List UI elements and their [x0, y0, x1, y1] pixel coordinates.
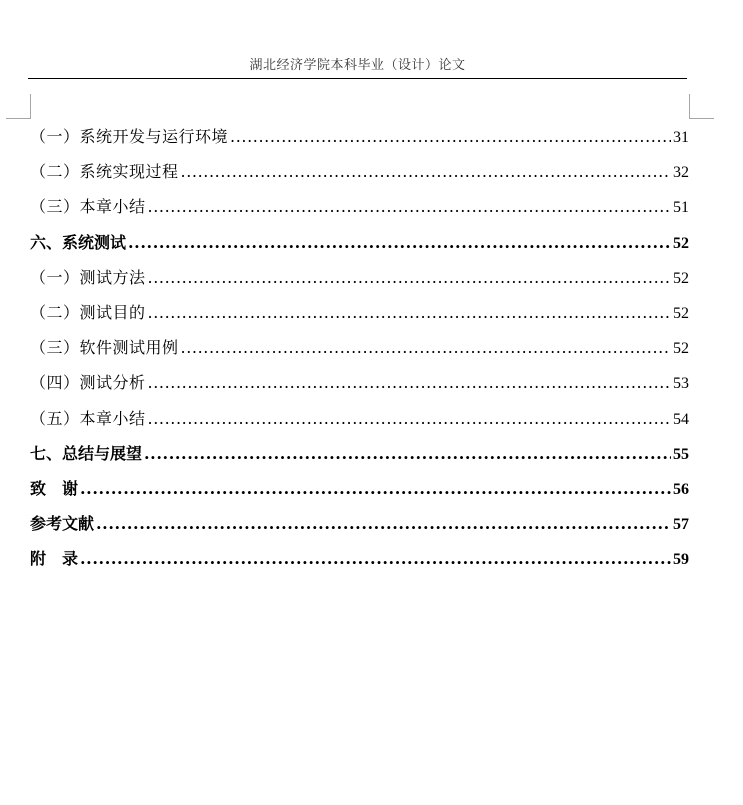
toc-chapter-entry[interactable] [30, 471, 689, 506]
toc-dot-leader [128, 225, 671, 260]
toc-entry-label: （三）软件测试用例 [30, 338, 179, 358]
toc-entry-label: 附 录 [30, 549, 79, 569]
toc-entry-page: 55 [673, 445, 689, 463]
toc-entry[interactable] [30, 330, 689, 365]
toc-entry-label: （一）测试方法 [30, 267, 146, 287]
toc-entry-page: 52 [673, 234, 689, 252]
toc-entry-page: 59 [673, 551, 689, 569]
toc-chapter-entry[interactable] [30, 541, 689, 576]
toc-entry-label: （一）系统开发与运行环境 [30, 127, 229, 146]
toc-entry[interactable] [30, 295, 689, 330]
header-rule [28, 78, 687, 79]
toc-dot-leader [148, 189, 671, 224]
table-of-contents [30, 119, 689, 576]
toc-dot-leader [144, 436, 671, 471]
toc-entry-label: 七、总结与展望 [30, 443, 143, 463]
crop-mark-right [689, 94, 714, 119]
toc-entry-page: 54 [673, 410, 689, 428]
toc-entry-label: （二）测试目的 [30, 302, 146, 322]
toc-entry-page: 57 [673, 516, 689, 534]
toc-entry-page: 51 [673, 199, 689, 217]
toc-dot-leader [181, 154, 671, 189]
toc-dot-leader [80, 471, 671, 506]
toc-entry-label: （三）本章小结 [30, 197, 146, 217]
toc-entry[interactable] [30, 260, 689, 295]
toc-entry-label: 六、系统测试 [30, 232, 127, 252]
toc-entry-label: （二）系统实现过程 [30, 162, 179, 182]
toc-dot-leader [96, 506, 671, 541]
toc-entry-page: 52 [673, 269, 689, 287]
toc-chapter-entry[interactable] [30, 225, 689, 260]
toc-dot-leader [148, 295, 671, 330]
toc-entry[interactable] [30, 401, 689, 436]
toc-entry-label: （五）本章小结 [30, 408, 146, 428]
toc-dot-leader [230, 119, 671, 154]
crop-mark-left [6, 94, 31, 119]
toc-entry[interactable] [30, 189, 689, 224]
toc-entry-page: 31 [673, 129, 689, 146]
toc-entry-label: 参考文献 [30, 514, 95, 534]
toc-dot-leader [148, 365, 671, 400]
toc-entry-page: 52 [673, 340, 689, 358]
toc-chapter-entry[interactable] [30, 506, 689, 541]
toc-dot-leader [148, 260, 671, 295]
toc-entry-page: 52 [673, 304, 689, 322]
toc-entry[interactable] [30, 119, 689, 154]
toc-entry-label: 致 谢 [30, 478, 79, 498]
toc-dot-leader [181, 330, 671, 365]
toc-entry-page: 32 [673, 164, 689, 182]
page-header-title: 湖北经济学院本科毕业（设计）论文 [249, 58, 466, 73]
toc-entry-page: 56 [673, 480, 689, 498]
toc-dot-leader [148, 401, 671, 436]
toc-entry[interactable] [30, 154, 689, 189]
toc-entry-page: 53 [673, 375, 689, 393]
toc-dot-leader [80, 541, 671, 576]
toc-entry-label: （四）测试分析 [30, 373, 146, 393]
toc-chapter-entry[interactable] [30, 436, 689, 471]
toc-entry[interactable] [30, 365, 689, 400]
